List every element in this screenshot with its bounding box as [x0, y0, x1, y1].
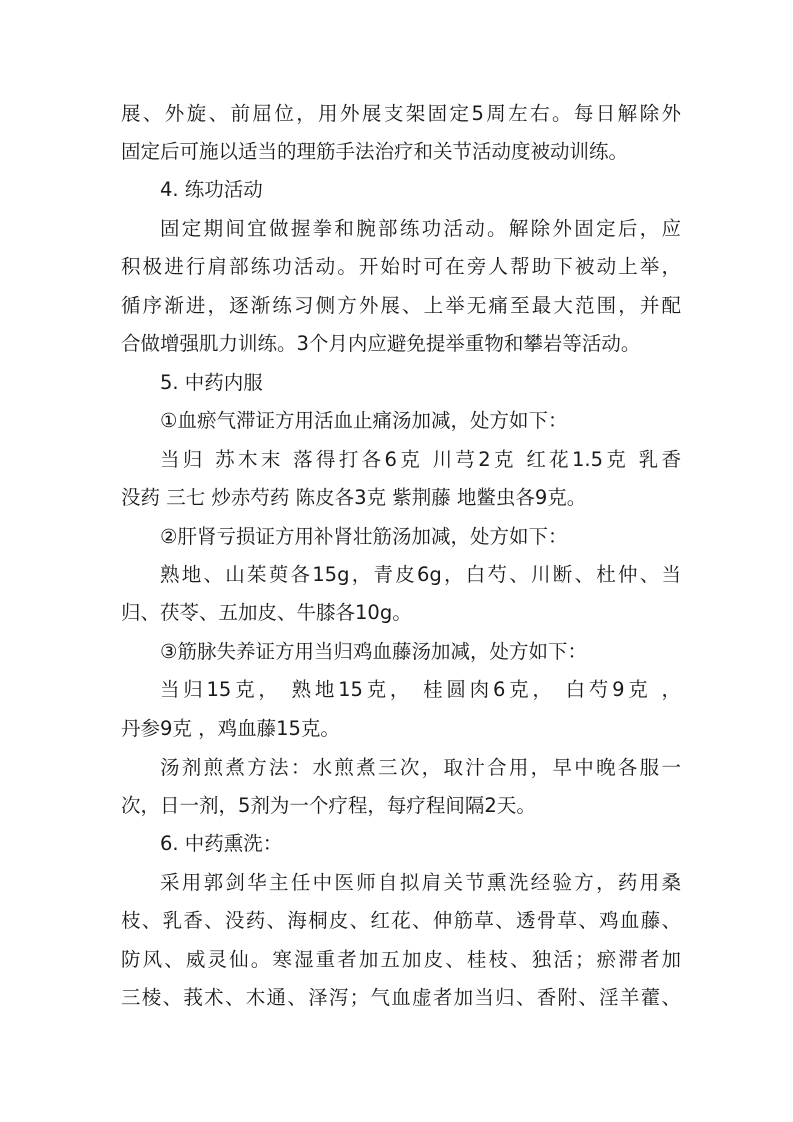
- text-line: 次，日一剂，5剂为一个疗程，每疗程间隔2天。: [121, 794, 536, 817]
- text-line: 三棱、莪术、木通、泽泻；气血虚者加当归、香附、淫羊藿、: [121, 986, 681, 1009]
- text-line: 汤剂煎煮方法：水煎煮三次，取汁合用，早中晚各服一: [160, 756, 681, 779]
- text-line: 合做增强肌力训练。3个月内应避免提举重物和攀岩等活动。: [121, 332, 641, 355]
- text-line: ③筋脉失养证方用当归鸡血藤汤加减，处方如下：: [160, 640, 587, 663]
- text-line: 熟地、山茱萸各15g，青皮6g，白芍、川断、杜仲、当: [160, 563, 681, 586]
- text-line: 固定期间宜做握拳和腕部练功活动。解除外固定后，应: [160, 217, 681, 240]
- section-heading-6: 6. 中药熏洗：: [160, 832, 283, 855]
- text-line: 采用郭剑华主任中医师自拟肩关节熏洗经验方，药用桑: [160, 871, 681, 894]
- text-line: 固定后可施以适当的理筋手法治疗和关节活动度被动训练。: [121, 140, 629, 163]
- section-heading-5: 5. 中药内服: [160, 371, 263, 394]
- text-line: 丹参9克 ，鸡血藤15克。: [121, 717, 340, 740]
- text-line: 没药 三七 炒赤芍药 陈皮各3克 紫荆藤 地鳖虫各9克。: [121, 486, 587, 509]
- text-line: 展、外旋、前屈位，用外展支架固定5周左右。每日解除外: [121, 102, 681, 125]
- text-line: 防风、威灵仙。寒湿重者加五加皮、桂枝、独活；瘀滞者加: [121, 948, 681, 971]
- text-line: ②肝肾亏损证方用补肾壮筋汤加减，处方如下：: [160, 525, 568, 548]
- text-line: 当归15克， 熟地15克， 桂圆肉6克， 白芍9克 ，: [160, 678, 681, 701]
- text-line: 当归 苏木末 落得打各6克 川芎2克 红花1.5克 乳香: [160, 448, 681, 471]
- section-heading-4: 4. 练功活动: [160, 178, 263, 201]
- text-line: 归、茯苓、五加皮、牛膝各10g。: [121, 601, 412, 624]
- text-line: ①血瘀气滞证方用活血止痛汤加减，处方如下：: [160, 409, 568, 432]
- text-line: 枝、乳香、没药、海桐皮、红花、伸筋草、透骨草、鸡血藤、: [121, 909, 681, 932]
- text-line: 积极进行肩部练功活动。开始时可在旁人帮助下被动上举，: [121, 255, 681, 278]
- text-line: 循序渐进，逐渐练习侧方外展、上举无痛至最大范围，并配: [121, 294, 681, 317]
